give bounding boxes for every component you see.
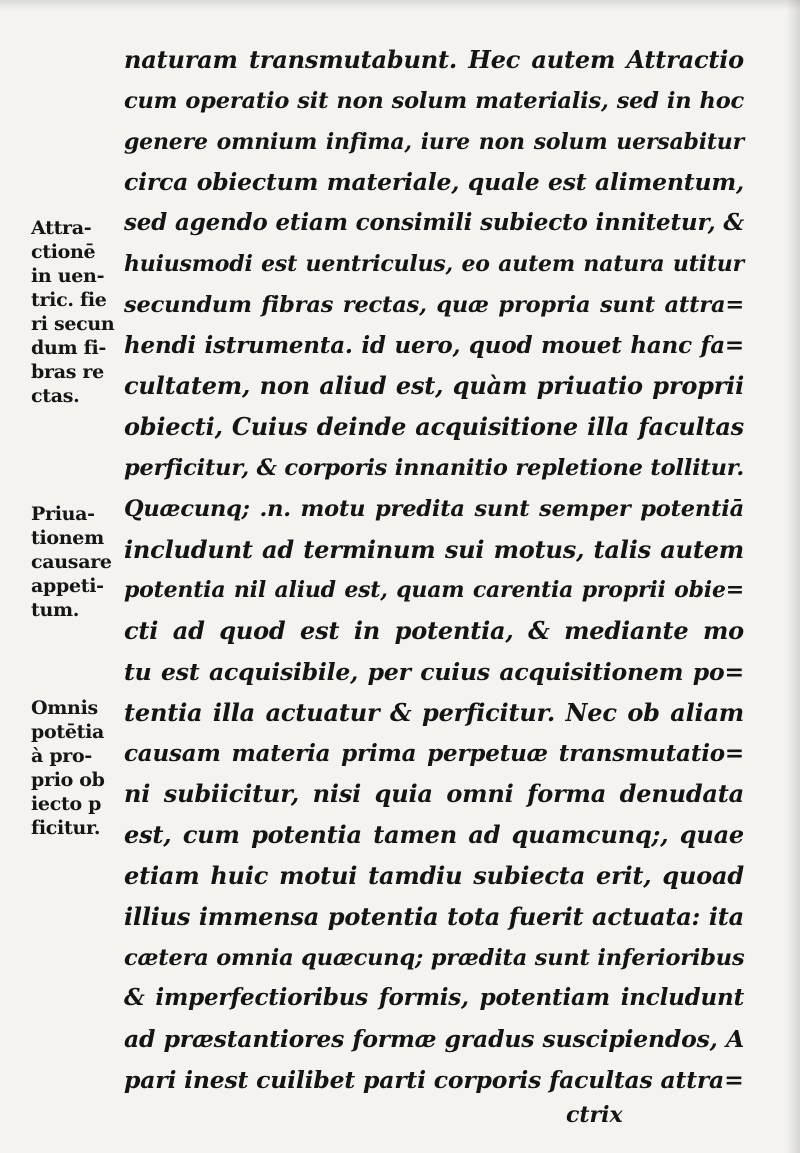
note-line: ri secun — [31, 313, 115, 335]
text-line: cætera omnia quæcunq; prædita sunt inferioribus — [124, 944, 745, 971]
text-line: Quæcunq; .n. motu predita sunt semper potentiā — [124, 495, 744, 522]
note-line: tum. — [31, 599, 80, 621]
text-line: causam materia prima perpetuæ transmutatio= — [124, 739, 744, 767]
margin-note-omnis — [31, 696, 105, 840]
text-line: cultatem, non aliud est, quàm priuatio proprii — [124, 371, 744, 401]
text-line: obiecti, Cuius deinde acquisitione illa facultas — [124, 412, 744, 442]
text-line: genere omnium infima, iure non solum uersabitur — [124, 128, 744, 155]
note-line: ctas. — [31, 385, 80, 407]
note-line: causare — [31, 551, 112, 573]
text-line: pari inest cuilibet parti corporis facultas attra= — [124, 1065, 744, 1094]
margin-note-priuationem — [31, 502, 112, 622]
text-line: cum operatio sit non solum materialis, sed in hoc — [124, 87, 744, 114]
margin-note-attractione — [31, 216, 114, 408]
note-line: appeti- — [31, 575, 104, 597]
text-line: potentia nil aliud est, quam carentia proprii obie= — [124, 577, 744, 604]
text-line: naturam transmutabunt. Hec autem Attractio — [124, 45, 744, 74]
note-line: à pro- — [31, 745, 92, 767]
text-line: sed agendo etiam consimili subiecto innitetur, & — [124, 209, 744, 237]
note-line: Omnis — [31, 697, 98, 719]
note-line: Attra- — [31, 217, 92, 239]
note-line: iecto p — [31, 793, 102, 815]
text-line: tu est acquisibile, per cuius acquisitionem po= — [124, 657, 744, 686]
text-line: ni subiicitur, nisi quia omni forma denudata — [124, 779, 744, 809]
text-line: secundum fibras rectas, quæ propria sunt attra= — [124, 291, 744, 318]
text-line: est, cum potentia tamen ad quamcunq;, quae — [124, 820, 744, 850]
text-line: cti ad quod est in potentia, & mediante mo — [124, 616, 744, 646]
text-line: ad præstantiores formæ gradus suscipiendos, A — [124, 1025, 744, 1054]
text-line: perficitur, & corporis innanitio repletione tollitur. — [124, 454, 744, 481]
text-line: etiam huic motui tamdiu subiecta erit, quoad — [124, 860, 744, 890]
catchword: ctrix — [566, 1102, 623, 1128]
note-line: tric. fie — [31, 289, 107, 311]
text-line: circa obiectum materiale, quale est alimentum, — [124, 168, 744, 197]
note-line: ficitur. — [31, 817, 101, 839]
text-line: illius immensa potentia tota fuerit actuata: ita — [124, 901, 744, 931]
text-line: huiusmodi est uentriculus, eo autem natura utitur — [124, 250, 744, 277]
note-line: prio ob — [31, 769, 105, 791]
note-line: ctionē — [31, 241, 96, 263]
main-text-block — [124, 40, 744, 1101]
text-line: hendi istrumenta. id uero, quod mouet hanc fa= — [124, 331, 744, 359]
note-line: Priua- — [31, 503, 95, 525]
note-line: potētia — [31, 721, 105, 743]
text-line: includunt ad terminum sui motus, talis autem — [124, 534, 744, 564]
note-line: in uen- — [31, 265, 105, 287]
note-line: tionem — [31, 527, 104, 549]
page-edge-shadow — [786, 0, 800, 1153]
note-line: dum fi- — [31, 337, 106, 359]
note-line: bras re — [31, 361, 104, 383]
page-top-shadow — [0, 0, 800, 10]
text-line: & imperfectioribus formis, potentiam includunt — [124, 984, 744, 1012]
text-line: tentia illa actuatur & perficitur. Nec ob aliam — [124, 697, 744, 727]
